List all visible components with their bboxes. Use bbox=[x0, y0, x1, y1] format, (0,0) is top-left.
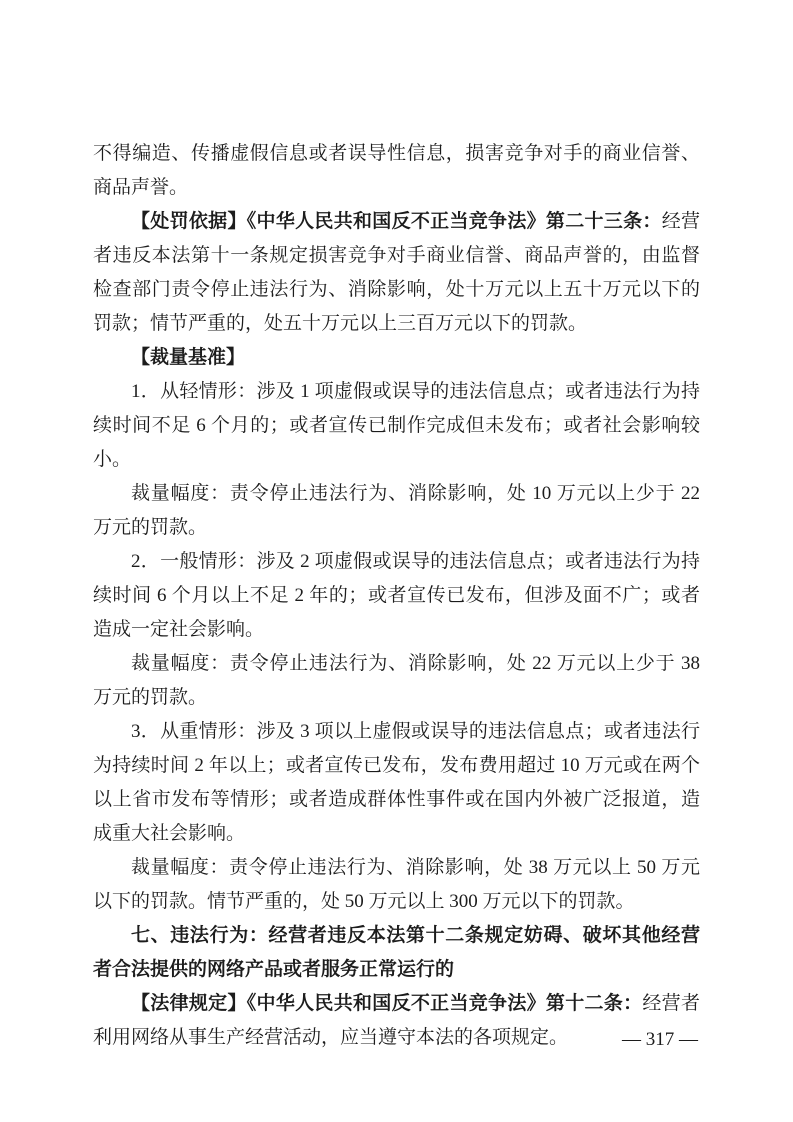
text-run: 经营者利用网络从事生产经营活动，应当遵守本法的各项规定。 bbox=[93, 993, 700, 1048]
text-run: 裁量幅度：责令停止违法行为、消除影响，处 22 万元以上少于 38 万元的罚款。 bbox=[93, 653, 700, 708]
paragraph-general-discretion-range bbox=[93, 647, 700, 715]
paragraph-legal-provision-article-12 bbox=[93, 987, 700, 1055]
paragraph-lenient-discretion-range bbox=[93, 477, 700, 545]
paragraph-discretion-benchmark-heading bbox=[93, 341, 700, 375]
page-footer bbox=[622, 1028, 698, 1052]
text-run: 1．从轻情形：涉及 1 项虚假或误导的违法信息点；或者违法行为持续时间不足 6 个月的；或者宣传已制作完成但未发布；或者社会影响较小。 bbox=[93, 381, 700, 470]
paragraph-general-circumstance bbox=[93, 545, 700, 647]
paragraph-penalty-basis-article-23 bbox=[93, 205, 700, 341]
paragraph-severe-circumstance bbox=[93, 715, 700, 851]
page-number: — 317 — bbox=[622, 1029, 698, 1050]
text-run: 【裁量基准】 bbox=[131, 347, 246, 368]
paragraph-severe-discretion-range bbox=[93, 851, 700, 919]
text-run: 裁量幅度：责令停止违法行为、消除影响，处 10 万元以上少于 22 万元的罚款。 bbox=[93, 483, 700, 538]
document-content bbox=[93, 137, 700, 1055]
text-run: 2．一般情形：涉及 2 项虚假或误导的违法信息点；或者违法行为持续时间 6 个月以上不足 2 年的；或者宣传已发布，但涉及面不广；或者造成一定社会影响。 bbox=[93, 551, 700, 640]
text-run: 【处罚依据】《中华人民共和国反不正当竞争法》第二十三条： bbox=[131, 211, 662, 232]
text-run: 3．从重情形：涉及 3 项以上虚假或误导的违法信息点；或者违法行为持续时间 2 年以上；或者宣传已发布，发布费用超过 10 万元或在两个以上省市发布等情形；或者造成群体性事件或在国内外被广泛报道，造成重大社会影响。 bbox=[93, 721, 700, 844]
paragraph-violation-seven-heading bbox=[93, 919, 700, 987]
paragraph-lenient-circumstance bbox=[93, 375, 700, 477]
paragraph-continuation-defamation bbox=[93, 137, 700, 205]
text-run: 【法律规定】《中华人民共和国反不正当竞争法》第十二条： bbox=[131, 993, 643, 1014]
text-run: 七、违法行为：经营者违反本法第十二条规定妨碍、破坏其他经营者合法提供的网络产品或者服务正常运行的 bbox=[93, 925, 700, 980]
text-run: 经营者违反本法第十一条规定损害竞争对手商业信誉、商品声誉的，由监督检查部门责令停止违法行为、消除影响，处十万元以上五十万元以下的罚款；情节严重的，处五十万元以上三百万元以下的罚款。 bbox=[93, 211, 700, 334]
text-run: 不得编造、传播虚假信息或者误导性信息，损害竞争对手的商业信誉、商品声誉。 bbox=[93, 143, 700, 198]
text-run: 裁量幅度：责令停止违法行为、消除影响，处 38 万元以上 50 万元以下的罚款。情节严重的，处 50 万元以上 300 万元以下的罚款。 bbox=[93, 857, 700, 912]
